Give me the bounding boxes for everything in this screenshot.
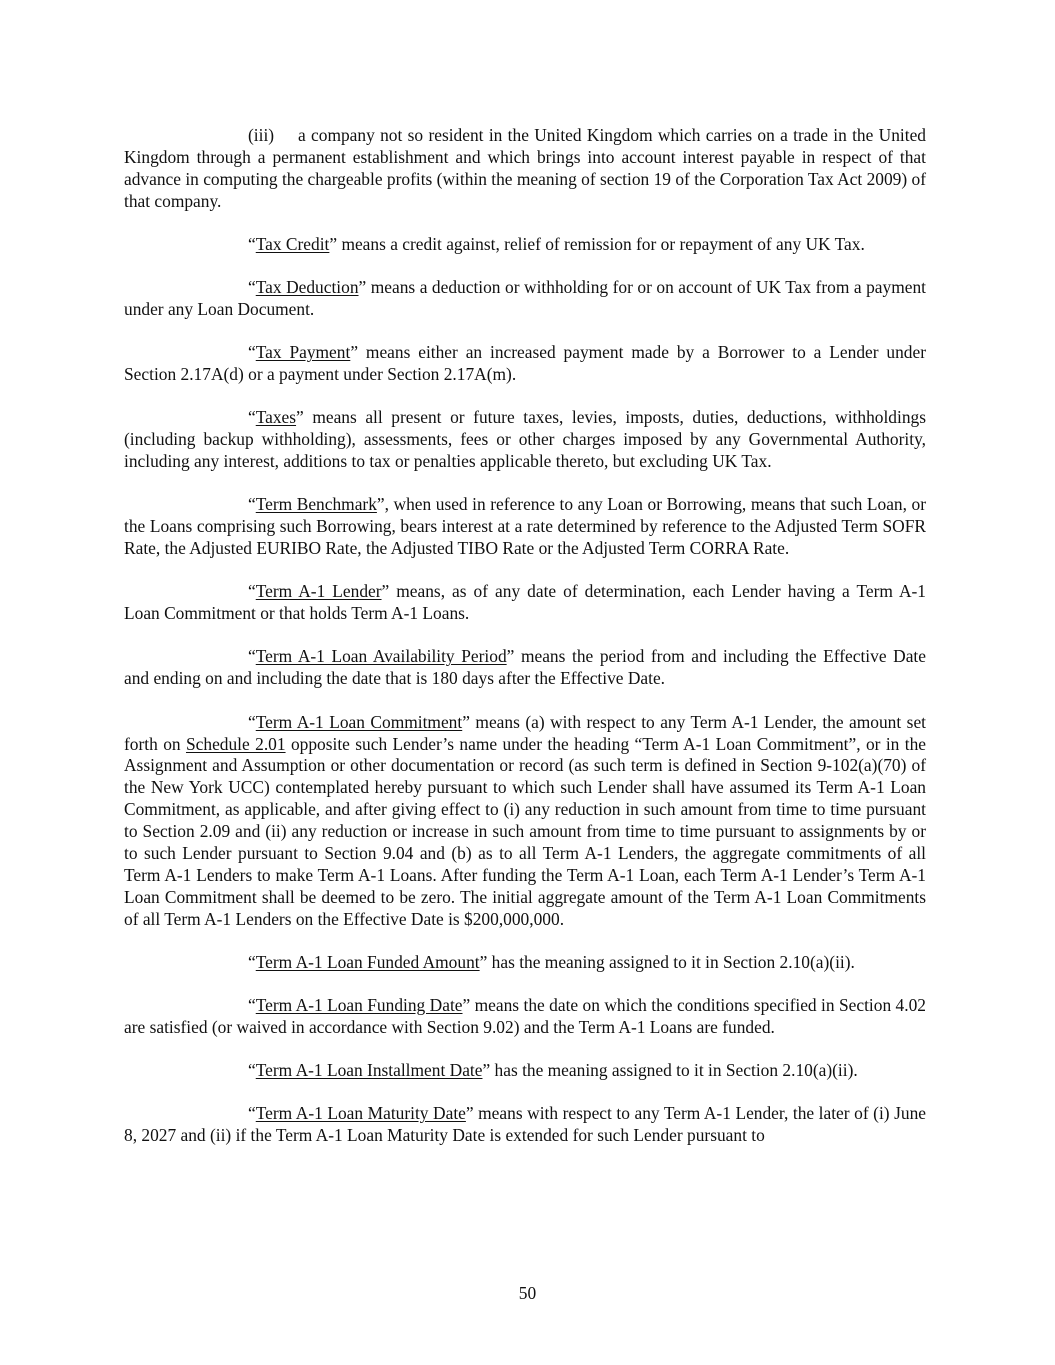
definition-tax-payment <box>124 342 926 386</box>
definition-text-continued: opposite such Lender’s name under the heading “Term A-1 Loan Commitment”, or in the Assignment and Assumption or other documentation or record (as such term is defined in Section 9-102(a)(70) of the New York UCC) contemplated hereby pursuant to which such Lender shall have assumed its Term A-1 Loan Commitment, as applicable, and after giving effect to (i) any reduction in such amount from time to time pursuant to Section 2.09 and (ii) any reduction or increase in such amount from time to time pursuant to assignments by or to such Lender pursuant to Section 9.04 and (b) as to all Term A-1 Lenders, the aggregate commitments of all Term A-1 Lenders to make Term A-1 Loans. After funding the Term A-1 Loan, each Term A-1 Lender’s Term A-1 Loan Commitment shall be deemed to be zero. The initial aggregate amount of the Term A-1 Loan Commitments of all Term A-1 Lenders on the Effective Date is $200,000,000. <box>124 733 926 929</box>
page-number: 50 <box>518 1283 537 1303</box>
open-quote: “ <box>248 233 256 254</box>
defined-term: Term A-1 Loan Funded Amount <box>255 951 480 972</box>
definition-text: ” means the date on which the conditions specified in Section 4.02 are satisfied (or waived in accordance with Section 9.02) and the Term A-1 Loans are funded. <box>124 995 926 1038</box>
clause-iii <box>124 125 926 213</box>
open-quote: “ <box>248 646 256 667</box>
defined-term: Term A-1 Lender <box>255 581 382 602</box>
definition-text: ” means, as of any date of determination, each Lender having a Term A-1 Loan Commitment or that holds Term A-1 Loans. <box>124 581 926 624</box>
open-quote: “ <box>248 711 256 732</box>
open-quote: “ <box>248 407 256 428</box>
definition-term-a1-loan-commitment <box>124 712 926 931</box>
open-quote: “ <box>248 277 256 298</box>
definition-term-a1-loan-funding-date <box>124 995 926 1039</box>
definition-term-a1-lender <box>124 581 926 625</box>
definition-term-a1-loan-installment-date <box>124 1060 926 1082</box>
definition-tax-credit <box>124 234 926 256</box>
definition-tax-deduction <box>124 277 926 321</box>
definition-text: ” means all present or future taxes, levies, imposts, duties, deductions, withholdings (including backup withholding), assessments, fees or other charges imposed by any Governmental Authority, including any interest, additions to tax or penalties applicable thereto, but excluding UK Tax. <box>124 407 926 472</box>
defined-term: Term A-1 Loan Funding Date <box>255 995 463 1016</box>
definition-text: ” has the meaning assigned to it in Section 2.10(a)(ii). <box>479 951 855 972</box>
open-quote: “ <box>248 995 256 1016</box>
definition-term-a1-loan-availability-period <box>124 646 926 690</box>
definition-term-a1-loan-funded-amount <box>124 952 926 974</box>
defined-term: Term Benchmark <box>255 494 377 515</box>
open-quote: “ <box>248 342 256 363</box>
definition-term-a1-loan-maturity-date <box>124 1103 926 1147</box>
definition-text: ” means a deduction or withholding for or on account of UK Tax from a payment under any Loan Document. <box>124 277 926 320</box>
open-quote: “ <box>248 951 256 972</box>
open-quote: “ <box>248 1060 256 1081</box>
clause-label: (iii) <box>248 125 275 145</box>
defined-term: Term A-1 Loan Installment Date <box>255 1060 483 1081</box>
definition-text: ” means (a) with respect to any Term A-1 Lender, the amount set forth on <box>124 711 926 754</box>
open-quote: “ <box>248 494 256 515</box>
definition-text: ”, when used in reference to any Loan or Borrowing, means that such Loan, or the Loans comprising such Borrowing, bears interest at a rate determined by reference to the Adjusted Term SOFR Rate, the Adjusted EURIBO Rate, the Adjusted TIBO Rate or the Adjusted Term CORRA Rate. <box>124 494 926 559</box>
definition-text: ” means the period from and including the Effective Date and ending on and including the date that is 180 days after the Effective Date. <box>124 646 926 689</box>
definition-text: ” means either an increased payment made by a Borrower to a Lender under Section 2.17A(d) or a payment under Section 2.17A(m). <box>124 342 927 385</box>
open-quote: “ <box>248 581 256 602</box>
open-quote: “ <box>248 1103 256 1124</box>
defined-term: Taxes <box>255 407 297 428</box>
clause-text: a company not so resident in the United Kingdom which carries on a trade in the United Kingdom through a permanent establishment and which brings into account interest payable in respect of that advance in computing the chargeable profits (within the meaning of section 19 of the Corporation Tax Act 2009) of that company. <box>124 125 926 211</box>
definition-term-benchmark <box>124 494 926 560</box>
defined-term: Term A-1 Loan Commitment <box>255 711 463 732</box>
definition-taxes <box>124 407 926 473</box>
defined-term: Tax Deduction <box>255 277 359 298</box>
defined-term: Term A-1 Loan Availability Period <box>255 646 507 667</box>
schedule-reference: Schedule 2.01 <box>185 733 286 754</box>
defined-term: Term A-1 Loan Maturity Date <box>255 1103 466 1124</box>
defined-term: Tax Payment <box>255 342 351 363</box>
defined-term: Tax Credit <box>255 233 330 254</box>
document-page <box>124 125 926 1169</box>
definition-text: ” has the meaning assigned to it in Section 2.10(a)(ii). <box>482 1060 858 1081</box>
definition-text: ” means with respect to any Term A-1 Lender, the later of (i) June 8, 2027 and (ii) if the Term A-1 Loan Maturity Date is extended for such Lender pursuant to <box>124 1103 926 1146</box>
definition-text: ” means a credit against, relief of remission for or repayment of any UK Tax. <box>329 233 865 254</box>
